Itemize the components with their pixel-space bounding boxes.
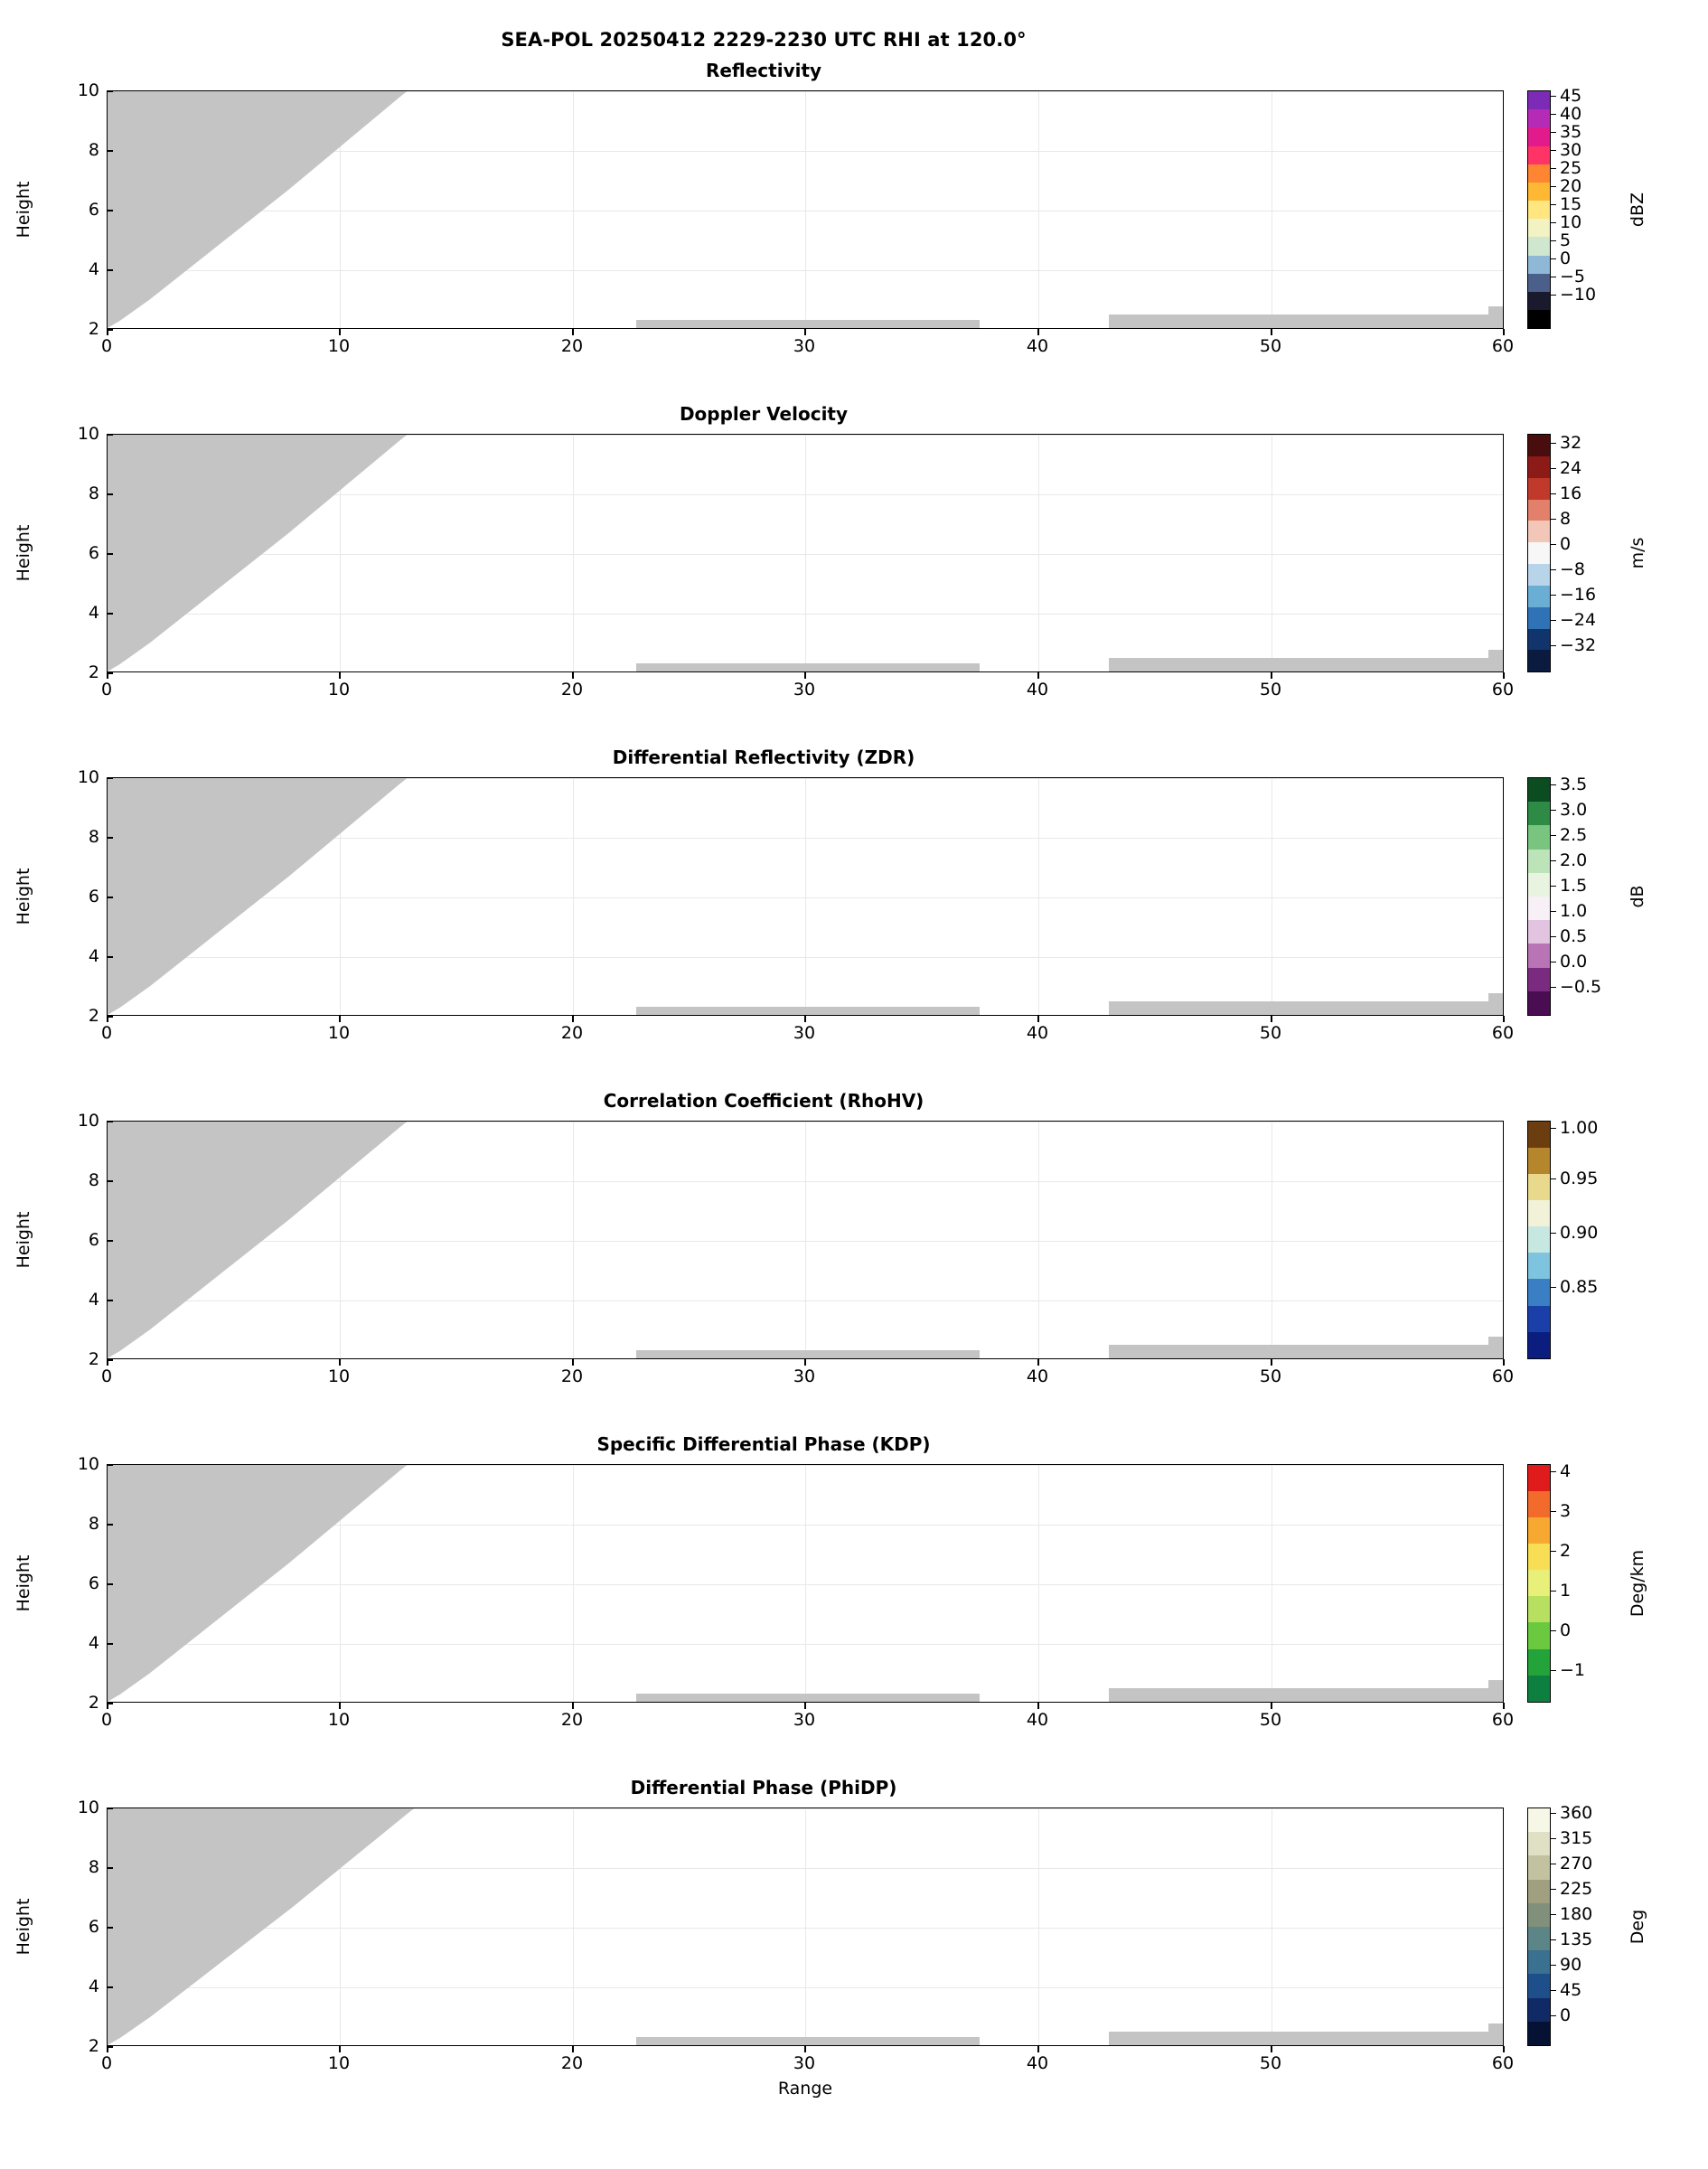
colorbar-tick: 360 xyxy=(1560,1803,1593,1823)
colorbar-tick: 24 xyxy=(1560,458,1582,478)
colorbar-label: m/s xyxy=(1628,537,1647,569)
blanked-sector-near xyxy=(108,1808,417,2045)
ytick-label: 6 xyxy=(88,200,99,220)
ytick-label: 6 xyxy=(88,887,99,906)
blanked-sector-near xyxy=(108,1464,409,1702)
ytick-label: 8 xyxy=(88,1170,99,1190)
blanked-sector-near xyxy=(108,434,409,671)
ytick-label: 2 xyxy=(88,2036,99,2056)
colorbar-tick: 0.0 xyxy=(1560,952,1588,972)
xtick-label: 60 xyxy=(1491,680,1515,700)
ytick-label: 4 xyxy=(88,259,99,279)
ytick-label: 2 xyxy=(88,1693,99,1713)
xtick-label: 40 xyxy=(1026,680,1049,700)
xtick-label: 40 xyxy=(1026,1023,1049,1043)
colorbar-tick: −8 xyxy=(1560,559,1586,579)
xtick-label: 20 xyxy=(560,680,584,700)
colorbar-tick: 135 xyxy=(1560,1930,1593,1949)
blanked-sector-edge xyxy=(1488,2023,1504,2045)
ytick-label: 8 xyxy=(88,1514,99,1534)
ytick-label: 10 xyxy=(77,1111,99,1131)
colorbar-tick: 32 xyxy=(1560,433,1582,453)
panel-title: Specific Differential Phase (KDP) xyxy=(596,1433,931,1455)
xtick-label: 0 xyxy=(100,680,113,700)
blanked-sector-mid xyxy=(636,1350,980,1358)
xtick-label: 50 xyxy=(1259,2053,1282,2073)
colorbar-tick: 8 xyxy=(1560,509,1572,529)
colorbar-tick: 0 xyxy=(1560,249,1572,268)
colorbar-tick: 35 xyxy=(1560,122,1582,142)
blanked-sector-mid xyxy=(636,1007,980,1015)
blanked-sector-far xyxy=(1109,315,1488,328)
xtick-label: 60 xyxy=(1491,336,1515,356)
axis-label-y: Height xyxy=(14,181,33,239)
xtick-label: 60 xyxy=(1491,1023,1515,1043)
plot-area xyxy=(107,777,1504,1016)
ytick-label: 2 xyxy=(88,319,99,339)
ytick-label: 8 xyxy=(88,827,99,847)
colorbar-tick: 2 xyxy=(1560,1541,1572,1561)
ytick-label: 10 xyxy=(77,1454,99,1474)
plot-area xyxy=(107,1464,1504,1703)
xtick-label: 0 xyxy=(100,1710,113,1730)
xtick-label: 40 xyxy=(1026,1710,1049,1730)
colorbar-tick: 0.5 xyxy=(1560,926,1588,946)
xtick-label: 0 xyxy=(100,1366,113,1386)
panel-title: Correlation Coefficient (RhoHV) xyxy=(603,1090,924,1112)
colorbar-tick: 225 xyxy=(1560,1879,1593,1899)
xtick-label: 40 xyxy=(1026,336,1049,356)
xtick-label: 30 xyxy=(793,1710,816,1730)
axis-label-y: Height xyxy=(14,1211,33,1269)
plot-area xyxy=(107,434,1504,672)
colorbar-tick: 30 xyxy=(1560,140,1582,160)
colorbar-tick: 25 xyxy=(1560,158,1582,178)
colorbar-tick: 15 xyxy=(1560,194,1582,214)
xtick-label: 30 xyxy=(793,1366,816,1386)
blanked-sector-edge xyxy=(1488,306,1504,328)
xtick-label: 10 xyxy=(327,1023,351,1043)
ytick-label: 2 xyxy=(88,662,99,682)
xtick-label: 20 xyxy=(560,2053,584,2073)
colorbar-tick: 1.5 xyxy=(1560,876,1588,896)
blanked-sector-edge xyxy=(1488,993,1504,1015)
xtick-label: 20 xyxy=(560,1710,584,1730)
colorbar-tick: −10 xyxy=(1560,285,1597,305)
xtick-label: 50 xyxy=(1259,1023,1282,1043)
colorbar-tick: −24 xyxy=(1560,610,1597,630)
ytick-label: 8 xyxy=(88,1857,99,1877)
colorbar-tick: 45 xyxy=(1560,1980,1582,2000)
blanked-sector-far xyxy=(1109,1688,1488,1702)
colorbar-label: Deg/km xyxy=(1628,1549,1647,1618)
xtick-label: 10 xyxy=(327,336,351,356)
colorbar-tick: 0.90 xyxy=(1560,1223,1599,1243)
colorbar-tick: 40 xyxy=(1560,104,1582,124)
colorbar-tick: 3 xyxy=(1560,1501,1572,1521)
colorbar-label: dB xyxy=(1628,885,1647,908)
colorbar-tick: 2.5 xyxy=(1560,825,1588,845)
xtick-label: 30 xyxy=(793,1023,816,1043)
xtick-label: 60 xyxy=(1491,1710,1515,1730)
blanked-sector-near xyxy=(108,777,409,1015)
colorbar-tick: −1 xyxy=(1560,1660,1586,1680)
colorbar xyxy=(1527,1121,1551,1359)
ytick-label: 8 xyxy=(88,140,99,160)
colorbar xyxy=(1527,1808,1551,2046)
colorbar-tick: 0.85 xyxy=(1560,1277,1599,1297)
colorbar-tick: 1.00 xyxy=(1560,1118,1599,1138)
xtick-label: 20 xyxy=(560,336,584,356)
blanked-sector-mid xyxy=(636,320,980,328)
colorbar-tick: 0.95 xyxy=(1560,1169,1599,1188)
colorbar-tick: −32 xyxy=(1560,635,1597,655)
colorbar-tick: 5 xyxy=(1560,230,1572,250)
ytick-label: 6 xyxy=(88,1573,99,1593)
panel-title: Reflectivity xyxy=(705,60,822,81)
colorbar-tick: 4 xyxy=(1560,1461,1572,1481)
colorbar-tick: 1 xyxy=(1560,1581,1572,1601)
colorbar-tick: 270 xyxy=(1560,1854,1593,1873)
ytick-label: 4 xyxy=(88,603,99,623)
ytick-label: 2 xyxy=(88,1006,99,1026)
axis-label-y: Height xyxy=(14,868,33,925)
figure-suptitle: SEA-POL 20250412 2229-2230 UTC RHI at 120.0° xyxy=(501,29,1027,51)
xtick-label: 40 xyxy=(1026,2053,1049,2073)
colorbar-tick: 45 xyxy=(1560,86,1582,106)
ytick-label: 8 xyxy=(88,484,99,503)
blanked-sector-mid xyxy=(636,663,980,671)
colorbar-tick: 20 xyxy=(1560,176,1582,196)
colorbar-tick: 0 xyxy=(1560,2005,1572,2025)
xtick-label: 60 xyxy=(1491,1366,1515,1386)
ytick-label: 4 xyxy=(88,946,99,966)
panel-title: Doppler Velocity xyxy=(679,403,849,425)
axis-label-y: Height xyxy=(14,1554,33,1612)
axis-label-x: Range xyxy=(777,2079,833,2099)
colorbar-tick: −16 xyxy=(1560,585,1597,605)
xtick-label: 30 xyxy=(793,336,816,356)
ytick-label: 4 xyxy=(88,1290,99,1310)
xtick-label: 0 xyxy=(100,336,113,356)
xtick-label: 20 xyxy=(560,1023,584,1043)
colorbar xyxy=(1527,90,1551,329)
colorbar-tick: 0 xyxy=(1560,1620,1572,1640)
xtick-label: 10 xyxy=(327,1710,351,1730)
blanked-sector-near xyxy=(108,1121,409,1358)
panel-title: Differential Phase (PhiDP) xyxy=(630,1777,897,1798)
ytick-label: 4 xyxy=(88,1633,99,1653)
blanked-sector-edge xyxy=(1488,1680,1504,1702)
colorbar-tick: 0 xyxy=(1560,534,1572,554)
colorbar xyxy=(1527,434,1551,672)
blanked-sector-edge xyxy=(1488,650,1504,671)
ytick-label: 10 xyxy=(77,424,99,444)
xtick-label: 10 xyxy=(327,2053,351,2073)
xtick-label: 50 xyxy=(1259,1710,1282,1730)
xtick-label: 50 xyxy=(1259,336,1282,356)
colorbar-label: Deg xyxy=(1628,1909,1647,1945)
ytick-label: 6 xyxy=(88,543,99,563)
blanked-sector-far xyxy=(1109,658,1488,671)
colorbar xyxy=(1527,777,1551,1016)
xtick-label: 50 xyxy=(1259,1366,1282,1386)
xtick-label: 30 xyxy=(793,680,816,700)
colorbar-tick: 315 xyxy=(1560,1828,1593,1848)
ytick-label: 10 xyxy=(77,767,99,787)
colorbar-label: dBZ xyxy=(1628,192,1647,228)
blanked-sector-edge xyxy=(1488,1337,1504,1358)
xtick-label: 40 xyxy=(1026,1366,1049,1386)
blanked-sector-mid xyxy=(636,1694,980,1702)
axis-label-y: Height xyxy=(14,524,33,582)
plot-area xyxy=(107,1808,1504,2046)
colorbar-tick: 90 xyxy=(1560,1955,1582,1975)
blanked-sector-far xyxy=(1109,1001,1488,1015)
xtick-label: 20 xyxy=(560,1366,584,1386)
ytick-label: 2 xyxy=(88,1349,99,1369)
colorbar-tick: −0.5 xyxy=(1560,977,1602,997)
ytick-label: 10 xyxy=(77,80,99,100)
ytick-label: 4 xyxy=(88,1977,99,1996)
colorbar-tick: 2.0 xyxy=(1560,850,1588,870)
xtick-label: 10 xyxy=(327,680,351,700)
blanked-sector-mid xyxy=(636,2037,980,2045)
blanked-sector-near xyxy=(108,90,409,328)
colorbar-tick: 1.0 xyxy=(1560,901,1588,921)
colorbar-tick: 16 xyxy=(1560,484,1582,503)
plot-area xyxy=(107,90,1504,329)
ytick-label: 6 xyxy=(88,1230,99,1250)
panel-title: Differential Reflectivity (ZDR) xyxy=(612,746,915,768)
xtick-label: 10 xyxy=(327,1366,351,1386)
xtick-label: 50 xyxy=(1259,680,1282,700)
blanked-sector-far xyxy=(1109,2032,1488,2045)
colorbar-tick: 3.5 xyxy=(1560,775,1588,794)
xtick-label: 0 xyxy=(100,2053,113,2073)
blanked-sector-far xyxy=(1109,1345,1488,1358)
colorbar-tick: −5 xyxy=(1560,267,1586,286)
axis-label-y: Height xyxy=(14,1898,33,1956)
xtick-label: 0 xyxy=(100,1023,113,1043)
xtick-label: 60 xyxy=(1491,2053,1515,2073)
colorbar-tick: 3.0 xyxy=(1560,800,1588,820)
ytick-label: 6 xyxy=(88,1917,99,1937)
xtick-label: 30 xyxy=(793,2053,816,2073)
colorbar xyxy=(1527,1464,1551,1703)
ytick-label: 10 xyxy=(77,1798,99,1817)
colorbar-tick: 180 xyxy=(1560,1904,1593,1924)
colorbar-tick: 10 xyxy=(1560,212,1582,232)
plot-area xyxy=(107,1121,1504,1359)
